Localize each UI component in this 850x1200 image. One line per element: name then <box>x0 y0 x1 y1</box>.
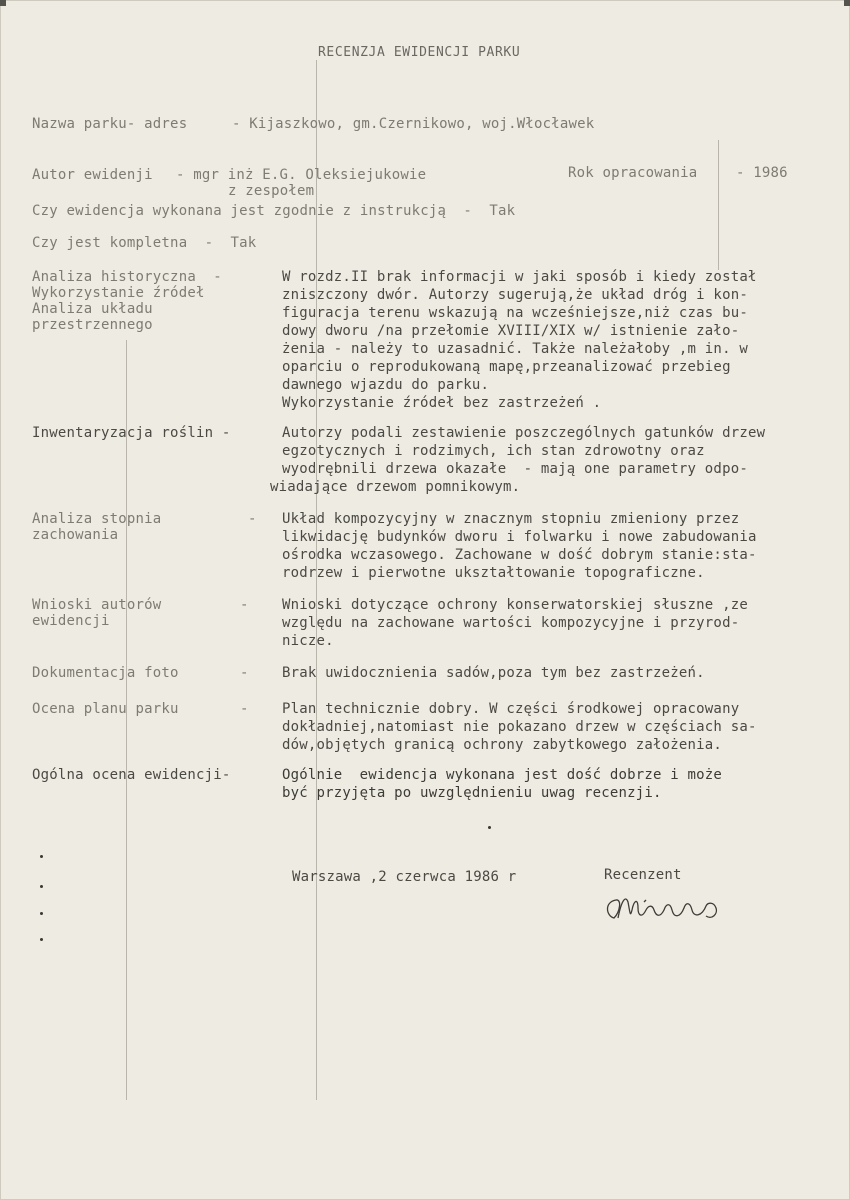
section-text-line: rodrzew i pierwotne ukształtowanie topograficzne. <box>282 565 705 581</box>
reviewer-signature <box>600 888 730 942</box>
section-text-line: dów,objętych granicą ochrony zabytkowego założenia. <box>282 737 723 753</box>
section-text-line: Brak uwidocznienia sadów,poza tym bez zastrzeżeń. <box>282 665 705 681</box>
margin-dot <box>40 885 43 888</box>
corner-mark <box>844 0 850 6</box>
section-text-line: Wnioski dotyczące ochrony konserwatorskiej słuszne ,ze <box>282 597 748 613</box>
section-label: Wykorzystanie źródeł <box>32 285 205 301</box>
instruction-question: Czy ewidencja wykonana jest zgodnie z instrukcją - Tak <box>32 203 516 219</box>
section-dash: - <box>240 701 249 717</box>
section-label: Wnioski autorów <box>32 597 162 613</box>
section-dash: - <box>240 597 249 613</box>
author-label: Autor ewidenji <box>32 167 153 183</box>
park-value: - Kijaszkowo, gm.Czernikowo, woj.Włocławek <box>232 116 595 132</box>
year-value: - 1986 <box>736 165 788 181</box>
section-text-line: dawnego wjazdu do parku. <box>282 377 490 393</box>
section-label: Ocena planu parku <box>32 701 179 717</box>
section-text-line: Ogólnie ewidencja wykonana jest dość dobrze i może <box>282 767 723 783</box>
section-label: ewidencji <box>32 613 110 629</box>
section-label: Dokumentacja foto <box>32 665 179 681</box>
section-label: przestrzennego <box>32 317 153 333</box>
section-text-line: zniszczony dwór. Autorzy sugerują,że układ dróg i kon- <box>282 287 748 303</box>
place-date: Warszawa ,2 czerwca 1986 r <box>292 869 517 885</box>
section-label: Analiza układu <box>32 301 153 317</box>
section-text-line: dowy dworu /na przełomie XVIII/XIX w/ istnienie zało- <box>282 323 740 339</box>
park-label: Nazwa parku- adres <box>32 116 188 132</box>
margin-dot <box>40 855 43 858</box>
section-dash: - <box>240 665 249 681</box>
section-text-line: być przyjęta po uwzględnieniu uwag recenzji. <box>282 785 662 801</box>
section-text-line: Plan technicznie dobry. W części środkowej opracowany <box>282 701 740 717</box>
section-text-line: W rozdz.II brak informacji w jaki sposób i kiedy został <box>282 269 757 285</box>
section-text-line: nicze. <box>282 633 334 649</box>
section-text-line: figuracja terenu wskazują na wcześniejsze,niż czas bu- <box>282 305 748 321</box>
document-title: RECENZJA EWIDENCJI PARKU <box>318 45 521 60</box>
section-text-line: likwidację budynków dworu i folwarku i nowe zabudowania <box>282 529 757 545</box>
section-text-line: dokładniej,natomiast nie pokazano drzew w częściach sa- <box>282 719 757 735</box>
section-text-line: względu na zachowane wartości kompozycyjne i przyrod- <box>282 615 740 631</box>
section-label: Analiza stopnia <box>32 511 162 527</box>
fold-line <box>718 140 719 270</box>
margin-dot <box>488 826 491 829</box>
section-label: Inwentaryzacja roślin - <box>32 425 231 441</box>
fold-line <box>126 340 127 1100</box>
section-label: Ogólna ocena ewidencji- <box>32 767 231 783</box>
section-text-line: Autorzy podali zestawienie poszczególnych gatunków drzew <box>282 425 766 441</box>
year-label: Rok opracowania <box>568 165 698 181</box>
margin-dot <box>40 912 43 915</box>
complete-question: Czy jest kompletna - Tak <box>32 235 257 251</box>
reviewer-label: Recenzent <box>604 867 682 883</box>
section-label: Analiza historyczna - <box>32 269 222 285</box>
author-value: - mgr inż E.G. Oleksiejukowie <box>176 167 427 183</box>
section-text-line: wiadające drzewom pomnikowym. <box>270 479 521 495</box>
section-label: zachowania <box>32 527 119 543</box>
section-text-line: ośrodka wczasowego. Zachowane w dość dobrym stanie:sta- <box>282 547 757 563</box>
author-team: z zespołem <box>228 183 315 199</box>
margin-dot <box>40 938 43 941</box>
section-dash: - <box>248 511 257 527</box>
section-text-line: Wykorzystanie źródeł bez zastrzeżeń . <box>282 395 602 411</box>
section-text-line: Układ kompozycyjny w znacznym stopniu zmieniony przez <box>282 511 740 527</box>
section-text-line: żenia - należy to uzasadnić. Także należałoby ,m in. w <box>282 341 748 357</box>
corner-mark <box>0 0 6 6</box>
section-text-line: wyodrębnili drzewa okazałe - mają one parametry odpo- <box>282 461 748 477</box>
section-text-line: egzotycznych i rodzimych, ich stan zdrowotny oraz <box>282 443 705 459</box>
section-text-line: oparciu o reprodukowaną mapę,przeanalizować przebieg <box>282 359 731 375</box>
